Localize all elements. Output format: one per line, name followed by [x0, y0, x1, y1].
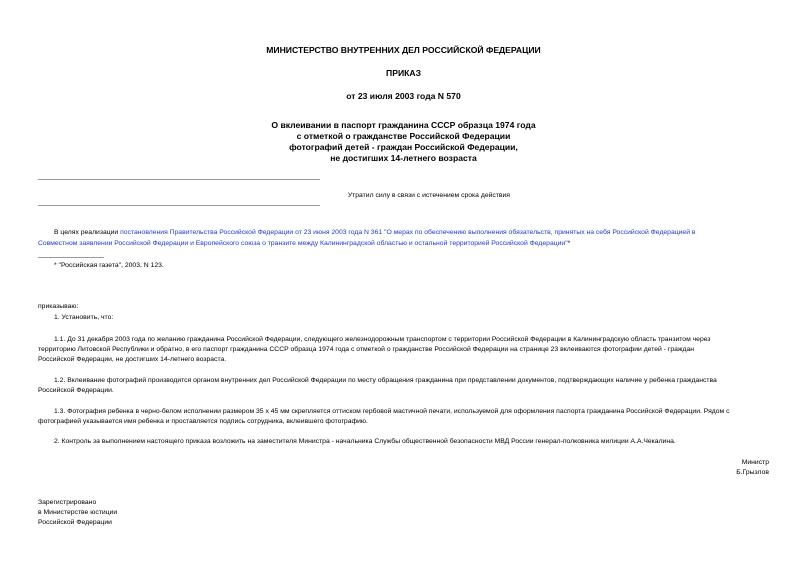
status-note: Утратил силу в связи с истечением срока действия: [347, 192, 510, 199]
item-1-3-line-1: 1.3. Фотография ребенка в черно-белом исполнении размером 35 х 45 мм скрепляется оттиском гербовой мастичной печати, используемой для оформления паспорта гражданина Российской Федерации. Рядом с: [54, 408, 730, 415]
document-title-line-4: не достигших 14-летнего возраста: [330, 153, 477, 163]
signature-name: Б.Грызлов: [736, 469, 769, 476]
preamble-intro: В целях реализации: [54, 229, 121, 236]
item-1-3-line-2: фотографией указывается имя ребенка и проставляется подпись сотрудника, вклеившего фотографию.: [38, 418, 368, 425]
signature-position: Министр: [741, 459, 769, 466]
document-date-number: от 23 июля 2003 года N 570: [346, 91, 461, 101]
item-2: 2. Контроль за выполнением настоящего приказа возложить на заместителя Министра - начальника Службы общественной безопасности МВД России генерал-полковника милиции А.А.Чекалина.: [54, 438, 676, 445]
document-title-line-3: фотографий детей - граждан Российской Федерации,: [289, 142, 518, 152]
item-1-1-line-3: Российской Федерации, не достигших 14-летнего возраста.: [38, 356, 227, 363]
footnote-mark: *: [567, 240, 571, 247]
registration-line-1: Зарегистрировано: [38, 499, 97, 506]
registration-line-2: в Министерстве юстиции: [38, 509, 118, 516]
divider-top: [38, 179, 320, 180]
item-1-1-line-1: 1.1. До 31 декабря 2003 года по желанию гражданина Российской Федерации, следующего железнодорожным транспортом с территории Российской Федерации в Калининградскую область транзитом через: [54, 336, 711, 343]
footnote: * "Российская газета", 2003, N 123.: [54, 262, 164, 269]
divider-bottom: [38, 205, 320, 206]
order-word: приказываю:: [38, 303, 79, 310]
government-decree-link[interactable]: постановления Правительства Российской Федерации от 23 июня 2003 года N 361 "О мерах по обеспечению выполнения обязательств, принятых на себя Российской Федерацией в: [120, 229, 696, 236]
ministry-heading: МИНИСТЕРСТВО ВНУТРЕННИХ ДЕЛ РОССИЙСКОЙ ФЕДЕРАЦИИ: [266, 45, 541, 55]
preamble-line-2: [38, 239, 570, 248]
document-title-line-2: с отметкой о гражданстве Российской Федерации: [296, 131, 511, 141]
preamble-line-1: [54, 228, 696, 237]
registration-line-3: Российской Федерации: [38, 519, 112, 526]
document-title-line-1: О вклеивании в паспорт гражданина СССР образца 1974 года: [271, 120, 536, 130]
government-decree-link-cont[interactable]: Совместном заявлении Российской Федерации и Европейского союза о транзите между Калининградской областью и остальной территорией Российской Федерации": [38, 240, 568, 247]
document-type: ПРИКАЗ: [386, 68, 421, 78]
item-1: 1. Установить, что:: [54, 314, 114, 321]
footnote-divider: [38, 257, 104, 258]
item-1-2-line-1: 1.2. Вклеивание фотографий производится органом внутренних дел Российской Федерации по месту обращения гражданина при представлении документов, подтверждающих наличие у ребенка гражданства: [54, 377, 717, 384]
item-1-1-line-2: территорию Литовской Республики и обратно, в его паспорт гражданина СССР образца 1974 года с отметкой о гражданстве Российской Федерации на странице 23 вклеиваются фотографии детей - граждан: [38, 346, 694, 353]
item-1-2-line-2: Российской Федерации.: [38, 387, 114, 394]
